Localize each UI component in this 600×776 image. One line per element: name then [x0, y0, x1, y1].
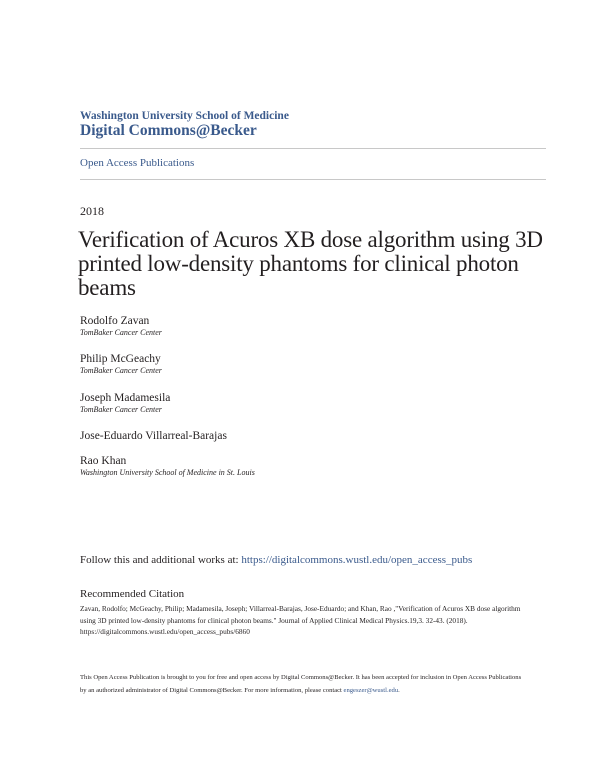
author-name: Joseph Madamesila	[80, 392, 171, 404]
author-name: Philip McGeachy	[80, 353, 161, 365]
author-entry	[80, 391, 170, 415]
institution-name[interactable]: Washington University School of Medicine	[80, 110, 289, 122]
contact-email-link[interactable]: engeszer@wustl.edu	[343, 686, 399, 694]
citation-url-link[interactable]: https://digitalcommons.wustl.edu/open_access_pubs/6860	[80, 627, 250, 637]
author-entry	[80, 352, 162, 376]
author-entry	[80, 314, 162, 338]
author-affiliation: TomBaker Cancer Center	[80, 405, 162, 414]
header-divider-top	[80, 148, 546, 149]
collection-link[interactable]: Open Access Publications	[80, 157, 195, 169]
publication-year: 2018	[80, 204, 104, 218]
repository-name[interactable]: Digital Commons@Becker	[80, 122, 257, 139]
author-name: Rodolfo Zavan	[80, 315, 150, 327]
follow-prefix: Follow this and additional works at:	[80, 554, 242, 566]
follow-line	[80, 554, 472, 566]
citation-text: Zavan, Rodolfo; McGeachy, Philip; Madamesila, Joseph; Villarreal-Barajas, Jose-Eduardo; and Khan, Rao ,"Verification of Acuros XB dose algorithm using 3D printed low-density phantoms for clinical photon beams." Journal of Applied Clinical Medical Physics.19,3. 32-43. (2018).	[80, 604, 521, 625]
author-entry	[80, 429, 227, 443]
notice-text: This Open Access Publication is brought to you for free and open access by Digital Commons@Becker. It has been accepted for inclusion in Open Access Publications by an authorized administrator of Digital Commons@Becker. For more information, please contact	[80, 674, 522, 694]
paper-title: Verification of Acuros XB dose algorithm using 3D printed low-density phantoms for clinical photon beams	[78, 227, 543, 300]
header-divider-bottom	[80, 179, 546, 180]
author-name: Rao Khan	[80, 455, 127, 467]
author-entry	[80, 454, 255, 478]
access-notice	[80, 672, 525, 697]
author-affiliation: TomBaker Cancer Center	[80, 328, 162, 337]
author-affiliation: TomBaker Cancer Center	[80, 366, 162, 375]
author-affiliation: Washington University School of Medicine in St. Louis	[80, 468, 255, 477]
follow-url-link[interactable]: https://digitalcommons.wustl.edu/open_access_pubs	[241, 554, 473, 566]
recommended-citation-heading: Recommended Citation	[80, 588, 185, 600]
author-name: Jose-Eduardo Villarreal-Barajas	[80, 430, 227, 442]
citation-block	[80, 603, 525, 638]
notice-suffix: .	[398, 686, 400, 694]
